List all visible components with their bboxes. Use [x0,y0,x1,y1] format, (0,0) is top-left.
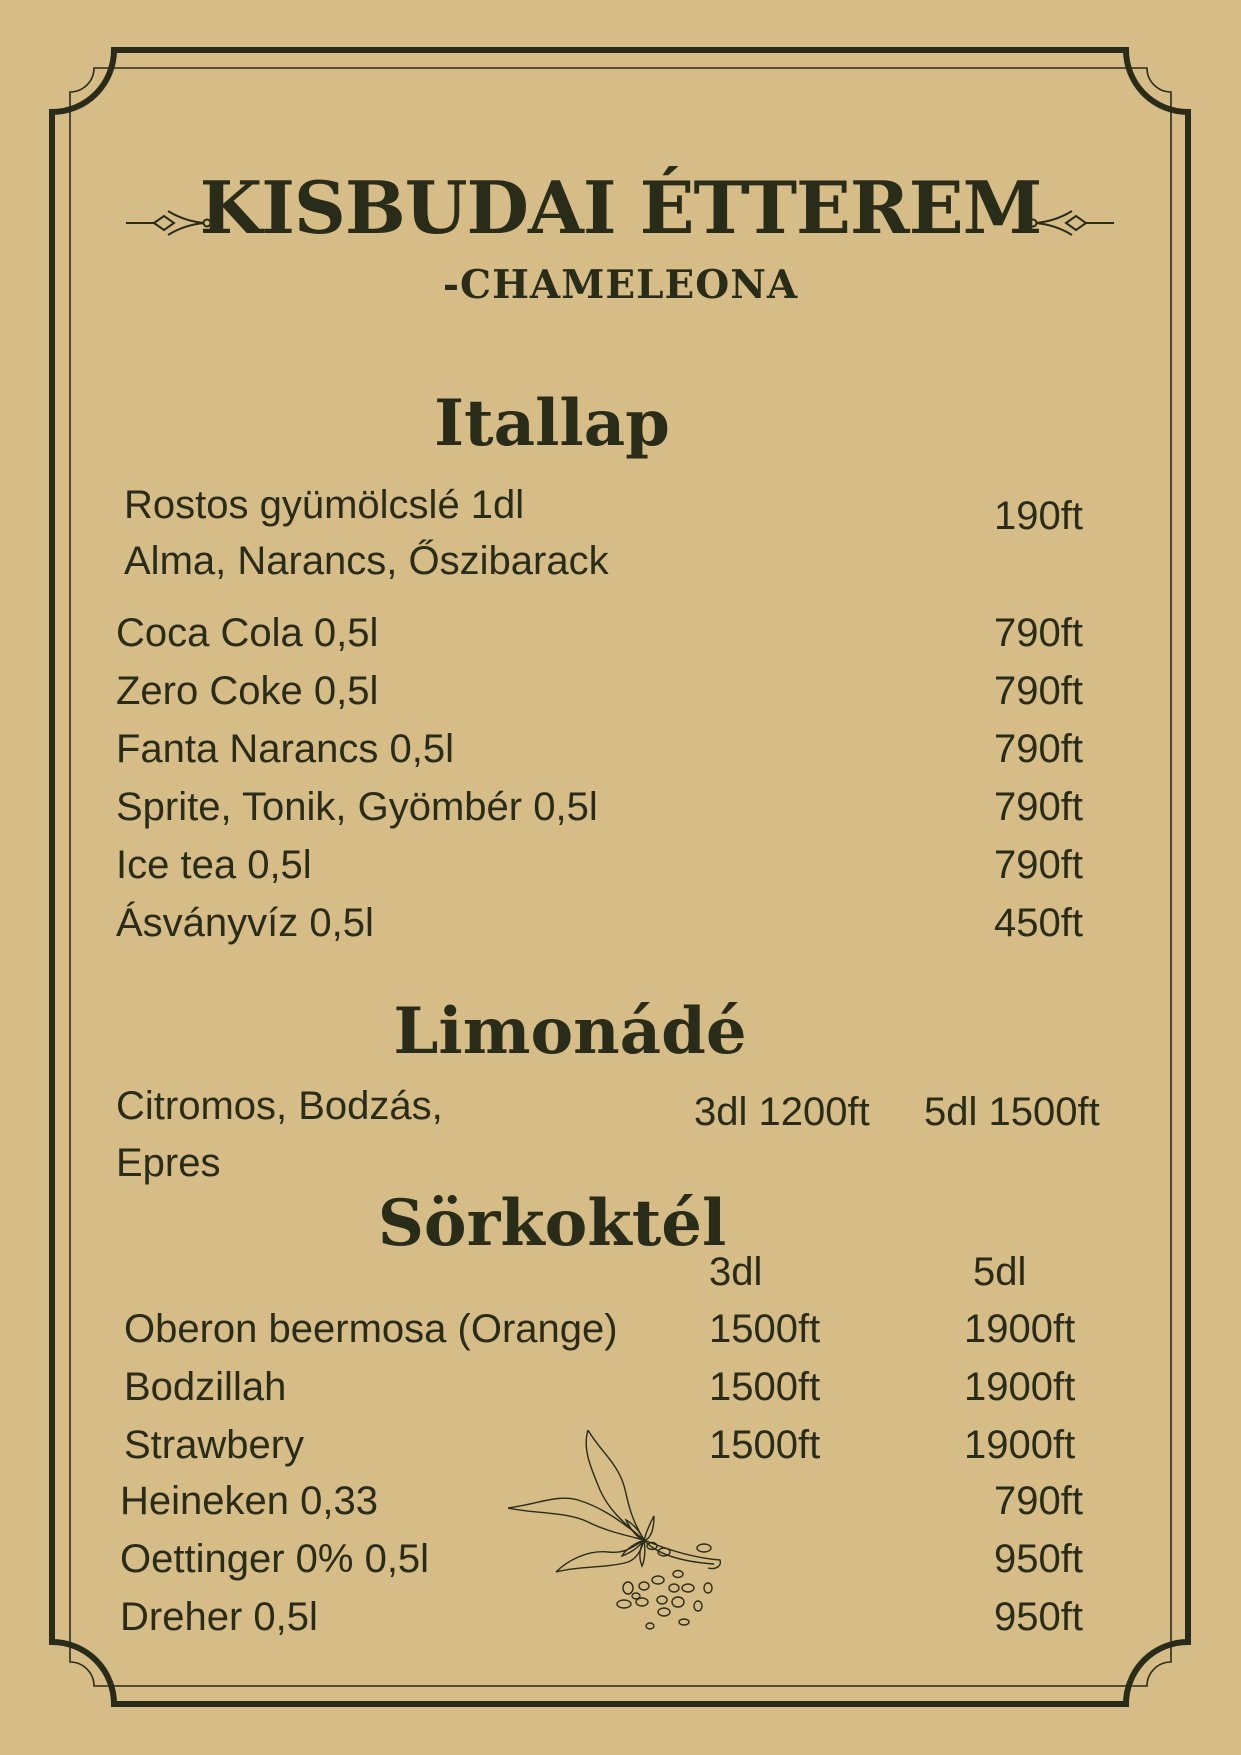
menu-item-price: 790ft [994,669,1083,713]
beer-price: 950ft [994,1595,1083,1639]
restaurant-subtitle: -CHAMELEONA [442,262,799,308]
cocktail-price-5dl: 1900ft [964,1307,1076,1351]
menu-item-name: Zero Coke 0,5l [116,669,379,713]
column-header-3dl: 3dl [709,1250,763,1294]
section-heading-limonade: Limonádé [393,994,747,1069]
juice-price: 190ft [994,494,1083,538]
beer-name: Dreher 0,5l [120,1595,318,1639]
menu-item-price: 790ft [994,727,1083,771]
cocktail-price-3dl: 1500ft [709,1365,821,1409]
menu-item-name: Ásványvíz 0,5l [116,901,374,945]
menu-item-name: Fanta Narancs 0,5l [116,727,454,771]
beer-price: 950ft [994,1537,1083,1581]
limonade-flavors-cont: Epres [116,1141,221,1185]
cocktail-price-5dl: 1900ft [964,1423,1076,1467]
cocktail-price-3dl: 1500ft [709,1423,821,1467]
section-heading-itallap: Itallap [434,386,670,461]
menu-item-price: 790ft [994,843,1083,887]
menu-item-name: Sprite, Tonik, Gyömbér 0,5l [116,785,598,829]
menu-item-name: Coca Cola 0,5l [116,611,379,655]
restaurant-title: KISBUDAI ÉTTEREM [199,165,1042,250]
limonade-price-3dl: 3dl 1200ft [694,1090,870,1134]
juice-flavors: Alma, Narancs, Őszibarack [124,539,609,583]
botanical-sprig-icon [508,1430,748,1630]
menu-item-name: Ice tea 0,5l [116,843,312,887]
cocktail-name: Oberon beermosa (Orange) [124,1307,618,1351]
limonade-flavors: Citromos, Bodzás, [116,1084,443,1128]
section-heading-sorkoktel: Sörkoktél [377,1186,727,1261]
beer-name: Heineken 0,33 [120,1479,378,1523]
cocktail-name: Bodzillah [124,1365,287,1409]
limonade-price-5dl: 5dl 1500ft [924,1090,1100,1134]
beer-name: Oettinger 0% 0,5l [120,1537,430,1581]
menu-item-price: 450ft [994,901,1083,945]
beer-price: 790ft [994,1479,1083,1523]
juice-name: Rostos gyümölcslé 1dl [124,483,525,527]
menu-item-price: 790ft [994,785,1083,829]
cocktail-name: Strawbery [124,1423,305,1467]
menu-item-price: 790ft [994,611,1083,655]
cocktail-price-5dl: 1900ft [964,1365,1076,1409]
column-header-5dl: 5dl [973,1250,1027,1294]
cocktail-price-3dl: 1500ft [709,1307,821,1351]
